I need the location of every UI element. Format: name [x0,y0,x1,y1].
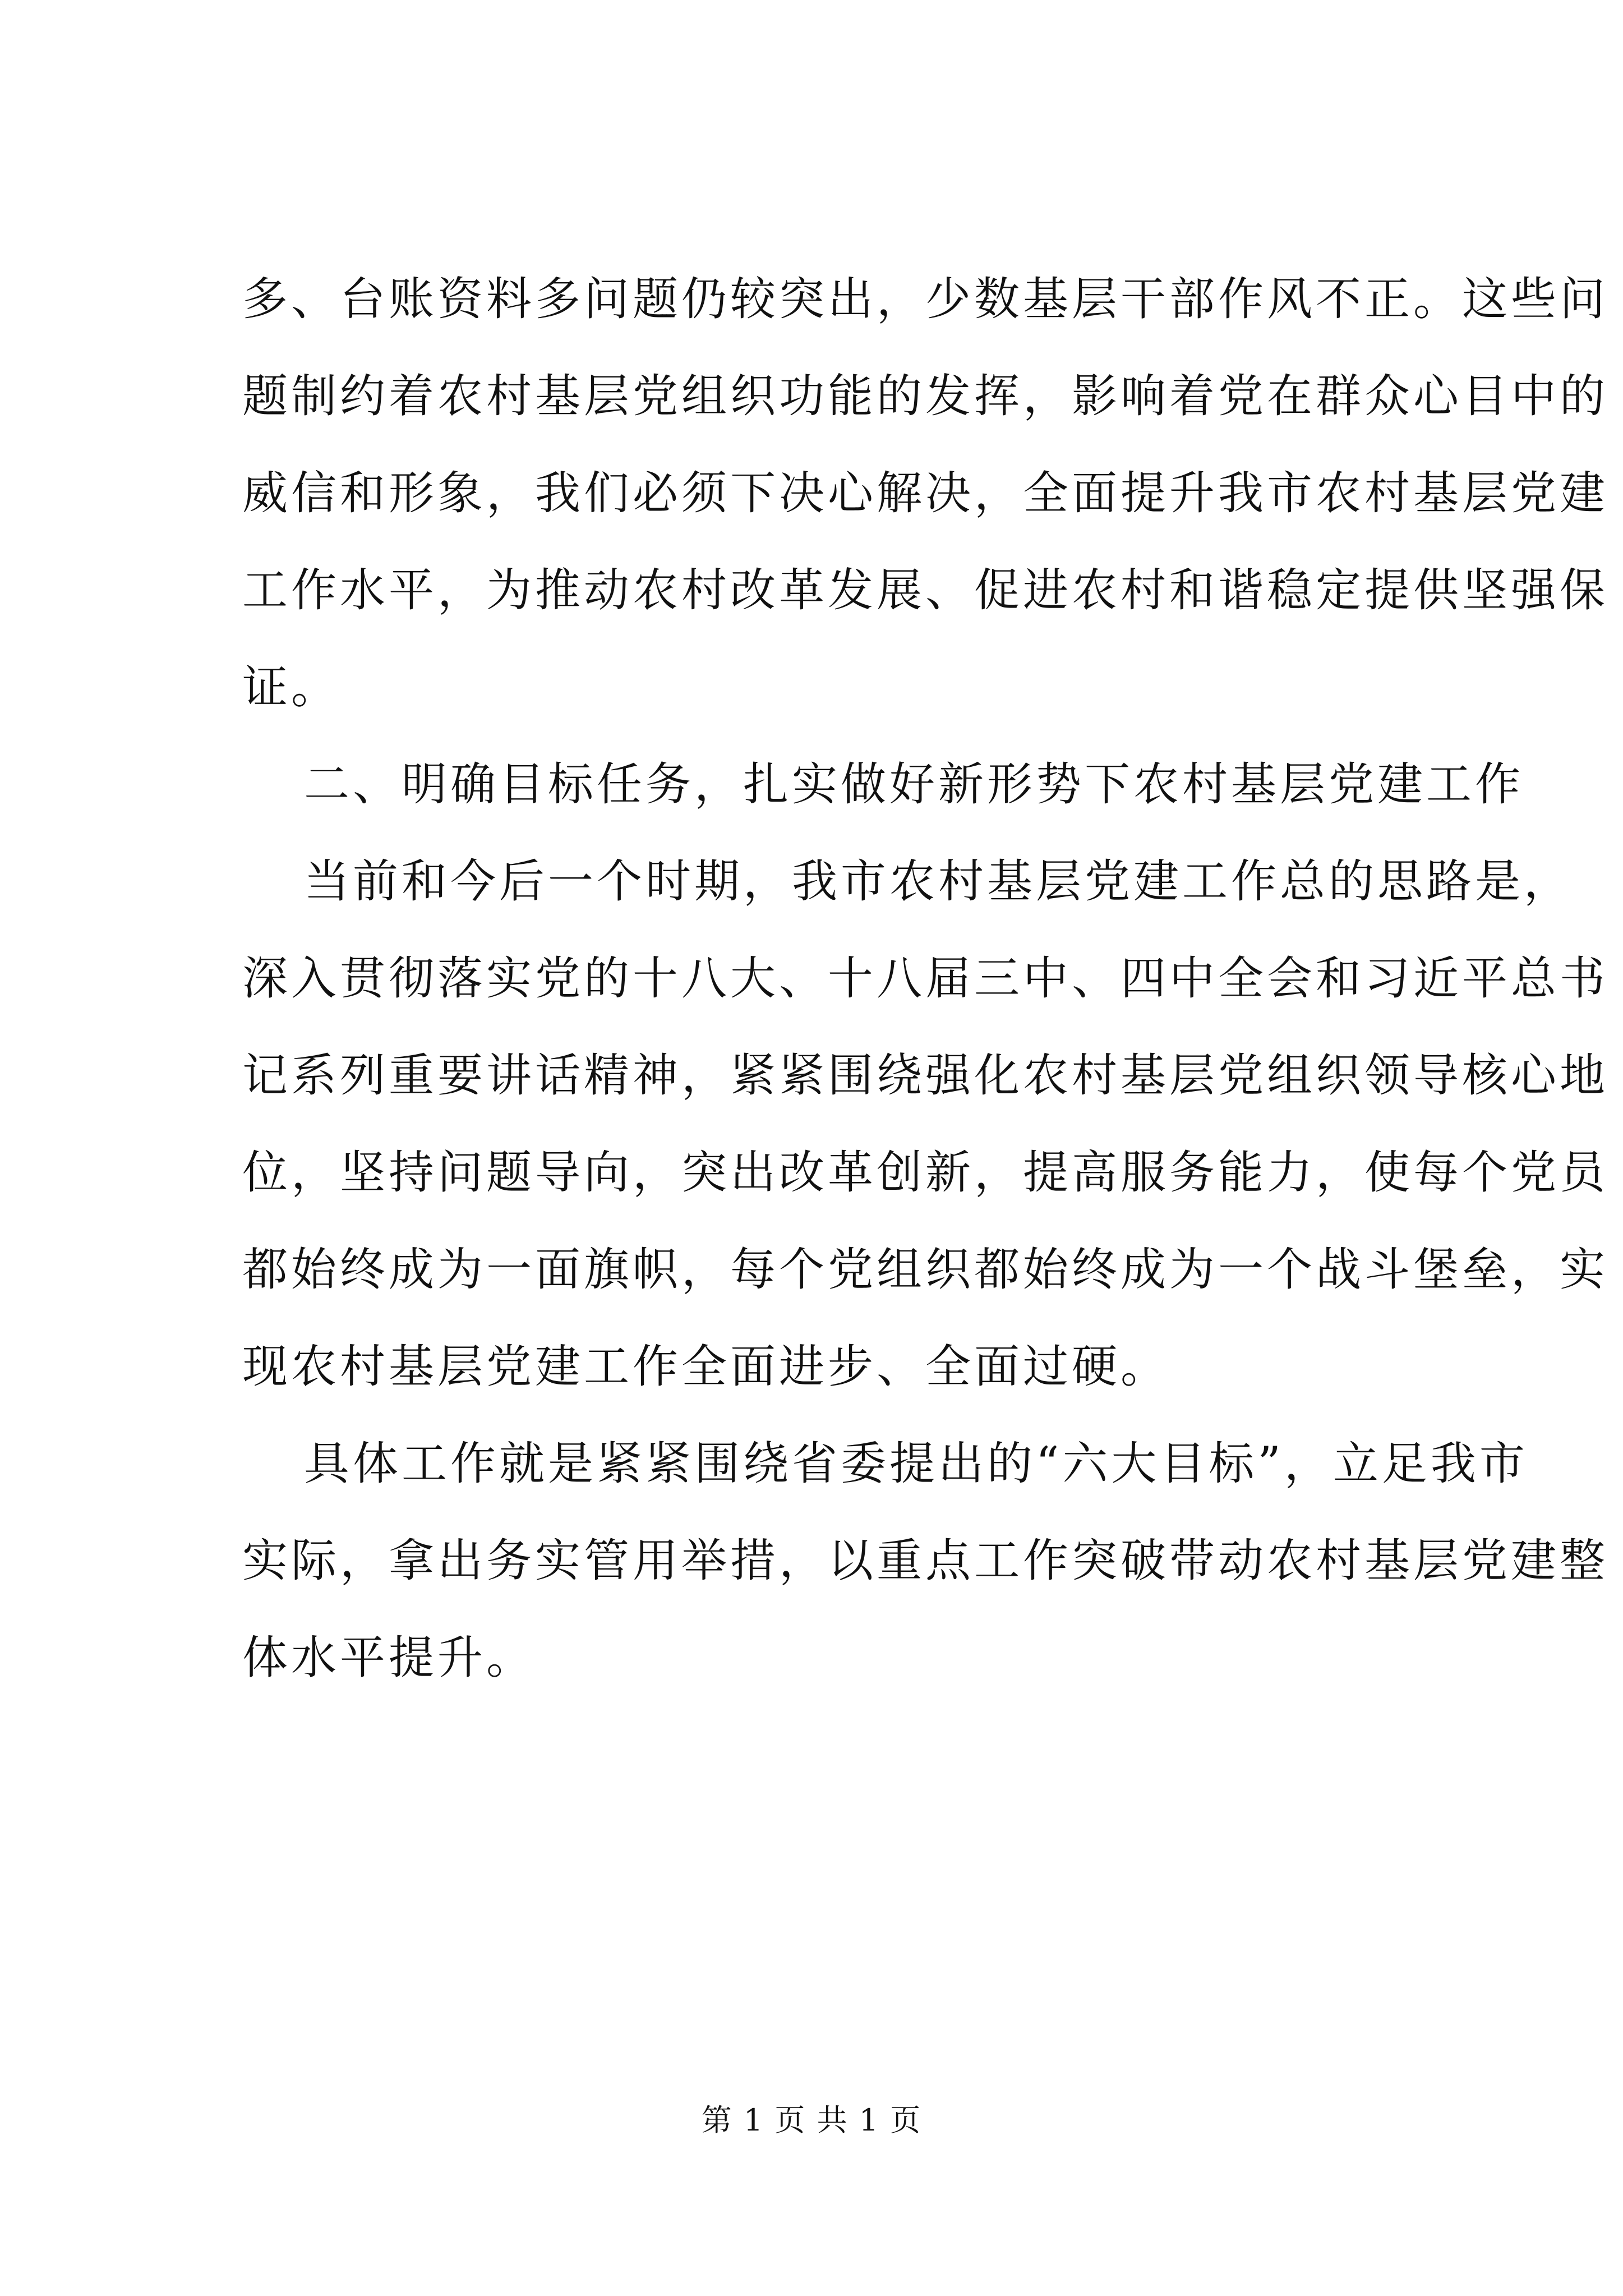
text-line: 工作水平，为推动农村改革发展、促进农村和谐稳定提供坚强保 [242,564,1609,617]
section-heading: 二、明确目标任务，扎实做好新形势下农村基层党建工作 [304,758,1524,811]
text-line: 位，坚持问题导向，突出改革创新，提高服务能力，使每个党员 [242,1147,1609,1199]
body-text [242,251,1609,1707]
text-line: 深入贯彻落实党的十八大、十八届三中、四中全会和习近平总书 [242,953,1609,1005]
text-line: 威信和形象，我们必须下决心解决，全面提升我市农村基层党建 [242,467,1609,520]
text-line: 体水平提升。 [242,1632,536,1685]
page-number-footer: 第 1 页 共 1 页 [701,2102,922,2138]
text-line: 题制约着农村基层党组织功能的发挥，影响着党在群众心目中的 [242,370,1609,423]
text-line: 当前和今后一个时期，我市农村基层党建工作总的思路是， [304,855,1573,908]
text-line: 具体工作就是紧紧围绕省委提出的“六大目标”，立足我市 [304,1438,1528,1490]
text-line: 证。 [242,661,340,714]
text-line: 多、台账资料多问题仍较突出，少数基层干部作风不正。这些问 [242,273,1609,326]
text-line: 现农村基层党建工作全面进步、全面过硬。 [242,1341,1170,1393]
text-line: 记系列重要讲话精神，紧紧围绕强化农村基层党组织领导核心地 [242,1050,1609,1102]
text-line: 实际，拿出务实管用举措，以重点工作突破带动农村基层党建整 [242,1535,1609,1588]
text-line: 都始终成为一面旗帜，每个党组织都始终成为一个战斗堡垒，实 [242,1244,1609,1296]
